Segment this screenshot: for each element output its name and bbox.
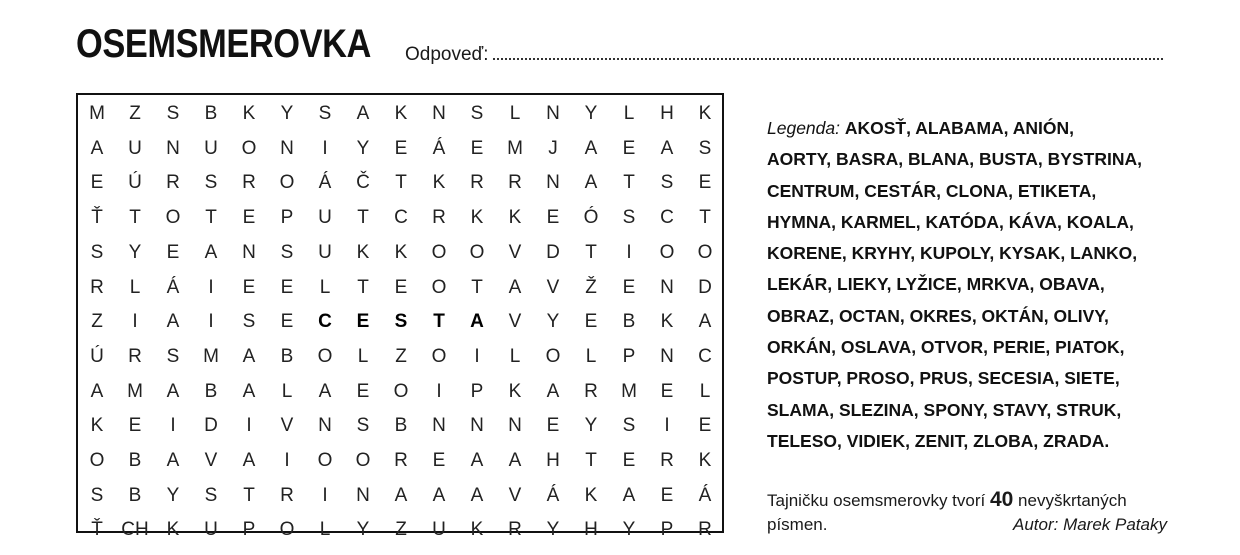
legend-line: AKOSŤ, ALABAMA, ANIÓN, xyxy=(844,118,1074,138)
grid-row xyxy=(78,97,722,132)
grid-cell[interactable]: E xyxy=(394,137,408,159)
grid-cell[interactable]: R xyxy=(242,172,256,194)
letter-grid xyxy=(76,93,724,541)
grid-cell[interactable]: I xyxy=(664,415,670,437)
grid-cell[interactable]: E xyxy=(622,137,636,159)
grid-cell[interactable]: Y xyxy=(280,103,294,124)
grid-cell[interactable]: V xyxy=(508,484,522,506)
grid-cell[interactable]: K xyxy=(584,484,598,506)
grid-cell[interactable]: Á xyxy=(318,172,332,194)
legend-line: LEKÁR, LIEKY, LYŽICE, MRKVA, OBAVA, xyxy=(767,274,1105,295)
legend-line: KORENE, KRYHY, KUPOLY, KYSAK, LANKO, xyxy=(767,243,1138,264)
grid-cell[interactable]: I xyxy=(208,276,214,298)
grid-cell[interactable]: V xyxy=(508,311,522,333)
grid-cell[interactable]: A xyxy=(242,450,256,471)
grid-cell[interactable]: K xyxy=(508,380,522,402)
legend-label: Legenda: xyxy=(767,118,840,138)
grid-cell[interactable]: E xyxy=(242,207,256,229)
grid-cell[interactable]: Y xyxy=(128,241,142,263)
grid-cell[interactable]: R xyxy=(584,380,598,402)
grid-cell[interactable]: T xyxy=(699,207,711,229)
grid-cell[interactable]: S xyxy=(166,345,180,367)
grid-cell[interactable]: Ť xyxy=(91,519,103,541)
grid-cell[interactable]: C xyxy=(394,207,408,229)
grid-cell[interactable]: Č xyxy=(356,172,370,194)
grid-cell[interactable]: A xyxy=(622,484,636,506)
grid-cell[interactable]: V xyxy=(280,415,294,437)
grid-cell[interactable]: Z xyxy=(395,519,407,541)
grid-cell[interactable]: A xyxy=(698,311,712,333)
grid-cell[interactable]: B xyxy=(280,345,294,367)
grid-row xyxy=(78,132,722,167)
grid-cell[interactable]: O xyxy=(165,207,181,229)
grid-cell[interactable]: K xyxy=(166,519,180,541)
grid-cell[interactable]: L xyxy=(281,380,293,402)
grid-cell[interactable]: E xyxy=(356,311,370,333)
grid-cell[interactable]: K xyxy=(508,207,522,229)
legend-line: OBRAZ, OCTAN, OKRES, OKTÁN, OLIVY, xyxy=(767,305,1109,326)
grid-cell[interactable]: U xyxy=(432,519,446,541)
answer-row xyxy=(405,44,1163,66)
grid-cell[interactable]: T xyxy=(205,207,217,229)
grid-cell[interactable]: L xyxy=(319,519,331,541)
footer-count: 40 xyxy=(989,488,1014,511)
grid-cell[interactable]: S xyxy=(90,484,104,506)
grid-cell[interactable]: E xyxy=(242,276,256,298)
grid-cell[interactable]: K xyxy=(698,450,712,471)
grid-cell[interactable]: N xyxy=(432,415,446,437)
grid-cell[interactable]: P xyxy=(622,345,636,367)
footer-line1 xyxy=(767,488,1167,513)
grid-cell[interactable]: K xyxy=(90,415,104,437)
grid-cell[interactable]: A xyxy=(432,484,446,506)
grid-cell[interactable]: S xyxy=(394,311,408,333)
grid-cell[interactable]: O xyxy=(317,450,333,471)
grid-cell[interactable]: M xyxy=(203,345,219,367)
grid-cell[interactable]: O xyxy=(469,241,485,263)
grid-cell[interactable]: I xyxy=(322,484,328,506)
grid-cell[interactable]: U xyxy=(318,207,332,229)
grid-cell[interactable]: N xyxy=(432,103,446,124)
grid-cell[interactable]: A xyxy=(166,380,180,402)
grid-cell[interactable]: O xyxy=(241,137,257,159)
grid-cell[interactable]: Ť xyxy=(91,207,103,229)
grid-cell[interactable]: R xyxy=(90,276,104,298)
grid-cell[interactable]: K xyxy=(470,519,484,541)
grid-cell[interactable]: K xyxy=(394,103,408,124)
grid-cell[interactable]: A xyxy=(166,450,180,471)
grid-row xyxy=(78,201,722,236)
grid-cell[interactable]: A xyxy=(242,345,256,367)
grid-cell[interactable]: T xyxy=(623,172,635,194)
legend-line: POSTUP, PROSO, PRUS, SECESIA, SIETE, xyxy=(767,368,1120,389)
footer-text-before: Tajničku osemsmerovky tvorí xyxy=(767,491,990,510)
grid-row xyxy=(78,479,722,514)
grid-cell[interactable]: Z xyxy=(91,311,103,333)
grid-cell[interactable]: P xyxy=(470,380,484,402)
grid-cell[interactable]: H xyxy=(660,103,674,124)
grid-cell[interactable]: N xyxy=(318,415,332,437)
grid-cell[interactable]: K xyxy=(470,207,484,229)
grid-cell[interactable]: Y xyxy=(356,519,370,541)
grid-cell[interactable]: E xyxy=(622,276,636,298)
grid-cell[interactable]: A xyxy=(90,380,104,402)
grid-row xyxy=(78,340,722,375)
grid-cell[interactable]: B xyxy=(128,450,142,471)
grid-cell[interactable]: A xyxy=(584,137,598,159)
grid-cell[interactable]: N xyxy=(508,415,522,437)
grid-row xyxy=(78,271,722,306)
grid-cell[interactable]: A xyxy=(242,380,256,402)
grid-cell[interactable]: O xyxy=(317,345,333,367)
grid-cell[interactable]: Ú xyxy=(128,172,142,194)
grid-cell[interactable]: S xyxy=(90,241,104,263)
grid-cell[interactable]: E xyxy=(622,450,636,471)
grid-row xyxy=(78,236,722,271)
grid-cell[interactable]: S xyxy=(166,103,180,124)
grid-cell[interactable]: Y xyxy=(356,137,370,159)
grid-cell[interactable]: A xyxy=(660,137,674,159)
puzzle-title: OSEMSMEROVKA xyxy=(76,22,371,66)
grid-cell[interactable]: Á xyxy=(432,137,446,159)
grid-cell[interactable]: Y xyxy=(584,103,598,124)
grid-cell[interactable]: O xyxy=(431,241,447,263)
grid-cell[interactable]: A xyxy=(508,450,522,471)
grid-cell[interactable]: L xyxy=(509,345,521,367)
grid-cell[interactable]: R xyxy=(660,450,674,471)
grid-cell[interactable]: O xyxy=(431,276,447,298)
grid-cell[interactable]: R xyxy=(394,450,408,471)
grid-cell[interactable]: A xyxy=(318,380,332,402)
grid-cell[interactable]: B xyxy=(622,311,636,333)
grid-cell[interactable]: M xyxy=(507,137,523,159)
grid-cell[interactable]: I xyxy=(474,345,480,367)
grid-cell[interactable]: T xyxy=(585,241,597,263)
grid-cell[interactable]: D xyxy=(204,415,218,437)
grid-cell[interactable]: T xyxy=(357,207,369,229)
grid-cell[interactable]: Z xyxy=(129,103,141,124)
grid-cell[interactable]: K xyxy=(356,241,370,263)
grid-cell[interactable]: Á xyxy=(698,484,712,506)
grid-cell[interactable]: I xyxy=(170,415,176,437)
grid-cell[interactable]: T xyxy=(471,276,483,298)
grid-row xyxy=(78,444,722,479)
grid-cell[interactable]: R xyxy=(166,172,180,194)
grid-cell[interactable]: I xyxy=(132,311,138,333)
grid-cell[interactable]: T xyxy=(585,450,597,471)
grid-cell[interactable]: E xyxy=(546,207,560,229)
legend-line: HYMNA, KARMEL, KATÓDA, KÁVA, KOALA, xyxy=(767,211,1134,232)
grid-cell[interactable]: U xyxy=(204,137,218,159)
grid-cell[interactable]: E xyxy=(128,415,142,437)
grid-cell[interactable]: K xyxy=(698,103,712,124)
grid-cell[interactable]: K xyxy=(242,103,256,124)
grid-cell[interactable]: D xyxy=(698,276,712,298)
grid-cell[interactable]: N xyxy=(166,137,180,159)
grid-cell[interactable]: C xyxy=(318,311,332,333)
grid-cell[interactable]: O xyxy=(355,450,371,471)
answer-field[interactable] xyxy=(493,44,1163,60)
grid-cell[interactable]: T xyxy=(243,484,255,506)
grid-cell[interactable]: K xyxy=(660,311,674,333)
grid-cell[interactable]: Y xyxy=(166,484,180,506)
grid-cell[interactable]: S xyxy=(356,415,370,437)
grid-cell[interactable]: B xyxy=(394,415,408,437)
grid-cell[interactable]: E xyxy=(546,415,560,437)
grid-cell[interactable]: M xyxy=(127,380,143,402)
grid-cell[interactable]: T xyxy=(395,172,407,194)
grid-cell[interactable]: E xyxy=(698,172,712,194)
grid-cell[interactable]: L xyxy=(699,380,711,402)
grid-cell[interactable]: Y xyxy=(546,311,560,333)
grid-cell[interactable]: E xyxy=(280,276,294,298)
grid-cell[interactable]: B xyxy=(204,103,218,124)
grid-cell[interactable]: E xyxy=(584,311,598,333)
grid-cell[interactable]: I xyxy=(436,380,442,402)
legend-words xyxy=(767,118,1142,451)
grid-cell[interactable]: Y xyxy=(584,415,598,437)
grid-cell[interactable]: I xyxy=(284,450,290,471)
grid-cell[interactable]: R xyxy=(470,172,484,194)
grid-cell[interactable]: P xyxy=(280,207,294,229)
grid-cell[interactable]: CH xyxy=(121,519,149,541)
grid-cell[interactable]: E xyxy=(280,311,294,333)
grid-cell[interactable]: N xyxy=(356,484,370,506)
grid-cell[interactable]: R xyxy=(508,172,522,194)
grid-cell[interactable]: L xyxy=(129,276,141,298)
grid-cell[interactable]: S xyxy=(242,311,256,333)
grid-cell[interactable]: N xyxy=(546,172,560,194)
footer-line2 xyxy=(767,513,1167,537)
grid-cell[interactable]: A xyxy=(394,484,408,506)
grid-cell[interactable]: L xyxy=(319,276,331,298)
grid-cell[interactable]: S xyxy=(698,137,712,159)
grid-cell[interactable]: L xyxy=(623,103,635,124)
grid-cell[interactable]: A xyxy=(356,103,370,124)
grid-cell[interactable]: N xyxy=(242,241,256,263)
grid-cell[interactable]: Á xyxy=(166,276,180,298)
grid-cell[interactable]: J xyxy=(548,137,558,159)
grid-cell[interactable]: O xyxy=(545,345,561,367)
grid-cell[interactable]: E xyxy=(660,380,674,402)
grid-row xyxy=(78,166,722,201)
grid-cell[interactable]: S xyxy=(622,415,636,437)
grid-cell[interactable]: S xyxy=(318,103,332,124)
legend-line: SLAMA, SLEZINA, SPONY, STAVY, STRUK, xyxy=(767,399,1122,420)
grid-cell[interactable]: E xyxy=(356,380,370,402)
grid-cell[interactable]: T xyxy=(357,276,369,298)
grid-cell[interactable]: R xyxy=(508,519,522,541)
grid-cell[interactable]: R xyxy=(432,207,446,229)
grid-cell[interactable]: U xyxy=(318,241,332,263)
grid-cell[interactable]: U xyxy=(204,519,218,541)
grid-cell[interactable]: E xyxy=(698,415,712,437)
grid-cell[interactable]: N xyxy=(546,103,560,124)
grid-cell[interactable]: T xyxy=(129,207,141,229)
legend-line: CENTRUM, CESTÁR, CLONA, ETIKETA, xyxy=(767,180,1097,201)
grid-cell[interactable]: Ž xyxy=(585,276,597,298)
grid-cell[interactable]: O xyxy=(697,241,713,263)
grid-cell[interactable]: C xyxy=(698,345,712,367)
grid-cell[interactable]: T xyxy=(433,311,445,333)
grid-cell[interactable]: Z xyxy=(395,345,407,367)
legend-line: AORTY, BASRA, BLANA, BUSTA, BYSTRINA, xyxy=(767,149,1142,170)
grid-cell[interactable]: C xyxy=(660,207,674,229)
grid-cell[interactable]: N xyxy=(470,415,484,437)
grid-cell[interactable]: A xyxy=(204,241,218,263)
grid-cell[interactable]: O xyxy=(659,241,675,263)
grid-cell[interactable]: A xyxy=(470,450,484,471)
grid-cell[interactable]: A xyxy=(508,276,522,298)
grid-cell[interactable]: M xyxy=(621,380,637,402)
grid-cell[interactable]: E xyxy=(166,241,180,263)
grid-cell[interactable]: S xyxy=(622,207,636,229)
grid-cell[interactable]: O xyxy=(279,519,295,541)
grid-cell[interactable]: I xyxy=(246,415,252,437)
grid-cell[interactable]: I xyxy=(322,137,328,159)
grid-cell[interactable]: I xyxy=(626,241,632,263)
grid-cell[interactable]: S xyxy=(204,172,218,194)
grid-cell[interactable]: E xyxy=(470,137,484,159)
grid-cell[interactable]: E xyxy=(394,276,408,298)
grid-cell[interactable]: A xyxy=(90,137,104,159)
legend-line: TELESO, VIDIEK, ZENIT, ZLOBA, ZRADA. xyxy=(767,430,1110,451)
author-credit: Autor: Marek Pataky xyxy=(1012,515,1167,534)
grid-cell[interactable]: Á xyxy=(546,484,560,506)
grid-cell[interactable]: A xyxy=(584,172,598,194)
grid-cell[interactable]: V xyxy=(204,450,218,471)
grid-cell[interactable]: D xyxy=(546,241,560,263)
grid-cell[interactable]: A xyxy=(166,311,180,333)
legend xyxy=(767,113,1167,457)
grid-cell[interactable]: L xyxy=(585,345,597,367)
grid-row xyxy=(78,513,722,548)
grid-cell[interactable]: B xyxy=(128,484,142,506)
grid-row xyxy=(78,409,722,444)
grid-cell[interactable]: I xyxy=(208,311,214,333)
grid-cell[interactable]: O xyxy=(393,380,409,402)
grid-cell[interactable]: H xyxy=(546,450,560,471)
grid-cell[interactable]: N xyxy=(660,276,674,298)
grid-cell[interactable]: R xyxy=(698,519,712,541)
legend-line: ORKÁN, OSLAVA, OTVOR, PERIE, PIATOK, xyxy=(767,337,1125,358)
footer-text-after: nevyškrtaných xyxy=(1013,491,1127,510)
grid-row xyxy=(78,305,722,340)
grid-cell[interactable]: Ú xyxy=(90,345,104,367)
grid-cell[interactable]: S xyxy=(660,172,674,194)
grid-cell[interactable]: O xyxy=(279,172,295,194)
grid-cell[interactable]: E xyxy=(432,450,446,471)
grid-cell[interactable]: S xyxy=(470,103,484,124)
grid-cell[interactable]: E xyxy=(90,172,104,194)
grid-cell[interactable]: K xyxy=(432,172,446,194)
grid-cell[interactable]: S xyxy=(204,484,218,506)
grid-cell[interactable]: N xyxy=(280,137,294,159)
grid-cell[interactable]: K xyxy=(394,241,408,263)
grid-cell[interactable]: N xyxy=(660,345,674,367)
grid-cell[interactable]: A xyxy=(470,484,484,506)
answer-label: Odpoveď: xyxy=(405,44,489,65)
grid-cell[interactable]: R xyxy=(128,345,142,367)
grid-cell[interactable]: L xyxy=(509,103,521,124)
grid-cell[interactable]: U xyxy=(128,137,142,159)
footer xyxy=(767,488,1167,537)
grid-cell[interactable]: E xyxy=(660,484,674,506)
grid-cell[interactable]: S xyxy=(280,241,294,263)
grid-cell[interactable]: P xyxy=(660,519,674,541)
grid-cell[interactable]: R xyxy=(280,484,294,506)
grid-cell[interactable]: L xyxy=(357,345,369,367)
grid-cell[interactable]: B xyxy=(204,380,218,402)
footer-line2-text: písmen. xyxy=(767,515,828,534)
grid-cell[interactable]: Ó xyxy=(583,207,599,229)
grid-row xyxy=(78,375,722,410)
grid-cell[interactable]: A xyxy=(546,380,560,402)
grid-cell[interactable]: V xyxy=(546,276,560,298)
grid-cell[interactable]: V xyxy=(508,241,522,263)
grid-cell[interactable]: Y xyxy=(622,519,636,541)
grid-cell[interactable]: A xyxy=(470,311,484,333)
grid-cell[interactable]: O xyxy=(89,450,105,471)
grid-cell[interactable]: P xyxy=(242,519,256,541)
grid-cell[interactable]: M xyxy=(89,103,105,124)
grid-cell[interactable]: H xyxy=(584,519,598,541)
grid-cell[interactable]: Y xyxy=(546,519,560,541)
grid-cell[interactable]: O xyxy=(431,345,447,367)
